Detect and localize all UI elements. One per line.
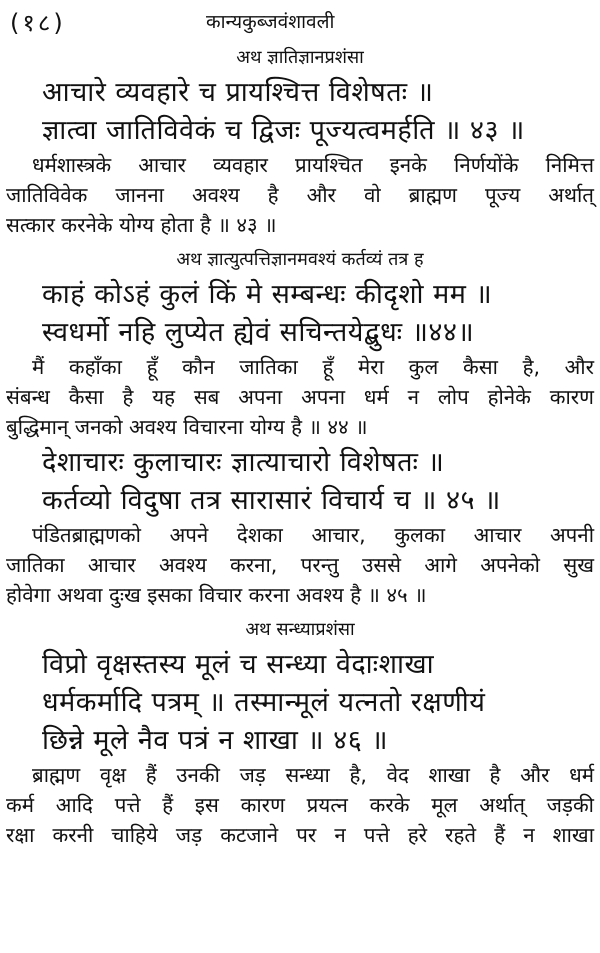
commentary-line: होवेगा अथवा दुःख इसका विचार करना अवश्य है ॥ ४५ ॥ — [6, 583, 427, 607]
verse-line: विप्रो वृक्षस्तस्य मूलं च सन्ध्या वेदाःशाखा — [42, 649, 435, 680]
page-header — [6, 4, 594, 38]
commentary-line: ब्राह्मण वृक्ष हैं उनकी जड़ सन्ध्या है, वेद शाखा है और धर्म — [32, 763, 594, 787]
commentary-line: पंडितब्राह्मणको अपने देशका आचार, कुलका आचार अपनी — [32, 523, 594, 547]
commentary-line: जातिका आचार अवश्य करना, परन्तु उससे आगे अपनेको सुख — [6, 553, 594, 577]
commentary-line: धर्मशास्त्रके आचार व्यवहार प्रायश्चित इनके निर्णयोंके निमित्त — [32, 153, 594, 177]
verse-line: देशाचारः कुलाचारः ज्ञात्याचारो विशेषतः ॥ — [42, 447, 445, 478]
commentary-line: जातिविवेक जानना अवश्य है और वो ब्राह्मण पूज्य अर्थात् — [6, 183, 594, 207]
section-sandhya-prashansa — [6, 618, 594, 850]
verse-line: काहं कोऽहं कुलं किं मे सम्बन्धः कीदृशो मम ॥ — [42, 279, 493, 310]
page-number: (१८) — [10, 9, 66, 37]
section-heading: अथ ज्ञात्युत्पत्तिज्ञानमवश्यं कर्तव्यं तत्र ह — [176, 249, 424, 270]
commentary-line: मैं कहाँका हूँ कौन जातिका हूँ मेरा कुल कैसा है, और — [32, 355, 594, 379]
verse-line: स्वधर्मो नहि लुप्येत ह्येवं सचिन्तयेद्बुधः ॥४४॥ — [42, 317, 475, 348]
verse-line: धर्मकर्मादि पत्रम् ॥ तस्मान्मूलं यत्नतो रक्षणीयं — [42, 687, 486, 718]
verse-line: आचारे व्यवहारे च प्रायश्चित्त विशेषतः ॥ — [42, 77, 434, 108]
commentary-line: रक्षा करनी चाहिये जड़ कटजाने पर न पत्ते हरे रहते हैं न शाखा — [6, 823, 594, 847]
verse-line: छिन्ने मूले नैव पत्रं न शाखा ॥ ४६ ॥ — [42, 725, 389, 756]
section-deshachara — [6, 442, 594, 610]
section-heading: अथ ज्ञातिज्ञानप्रशंसा — [236, 47, 364, 68]
commentary-line: बुद्धिमान् जनको अवश्य विचारना योग्य है ॥ ४४ ॥ — [6, 415, 368, 439]
verse-line: कर्तव्यो विदुषा तत्र सारासारं विचार्य च ॥ ४५ ॥ — [42, 485, 501, 516]
commentary-line: सत्कार करनेके योग्य होता है ॥ ४३ ॥ — [6, 213, 277, 237]
section-jnati-jnana-prashansa — [6, 46, 594, 240]
section-jnatyutpatti-jnana — [6, 248, 594, 442]
commentary-line: संबन्ध कैसा है यह सब अपना अपना धर्म न लोप होनेके कारण — [6, 385, 594, 409]
section-heading: अथ सन्ध्याप्रशंसा — [245, 619, 355, 640]
running-title: कान्यकुब्जवंशावली — [206, 11, 335, 33]
commentary-line: कर्म आदि पत्ते हैं इस कारण प्रयत्न करके मूल अर्थात् जड़की — [6, 793, 594, 817]
verse-line: ज्ञात्वा जातिविवेकं च द्विजः पूज्यत्वमर्हति ॥ ४३ ॥ — [42, 115, 525, 146]
